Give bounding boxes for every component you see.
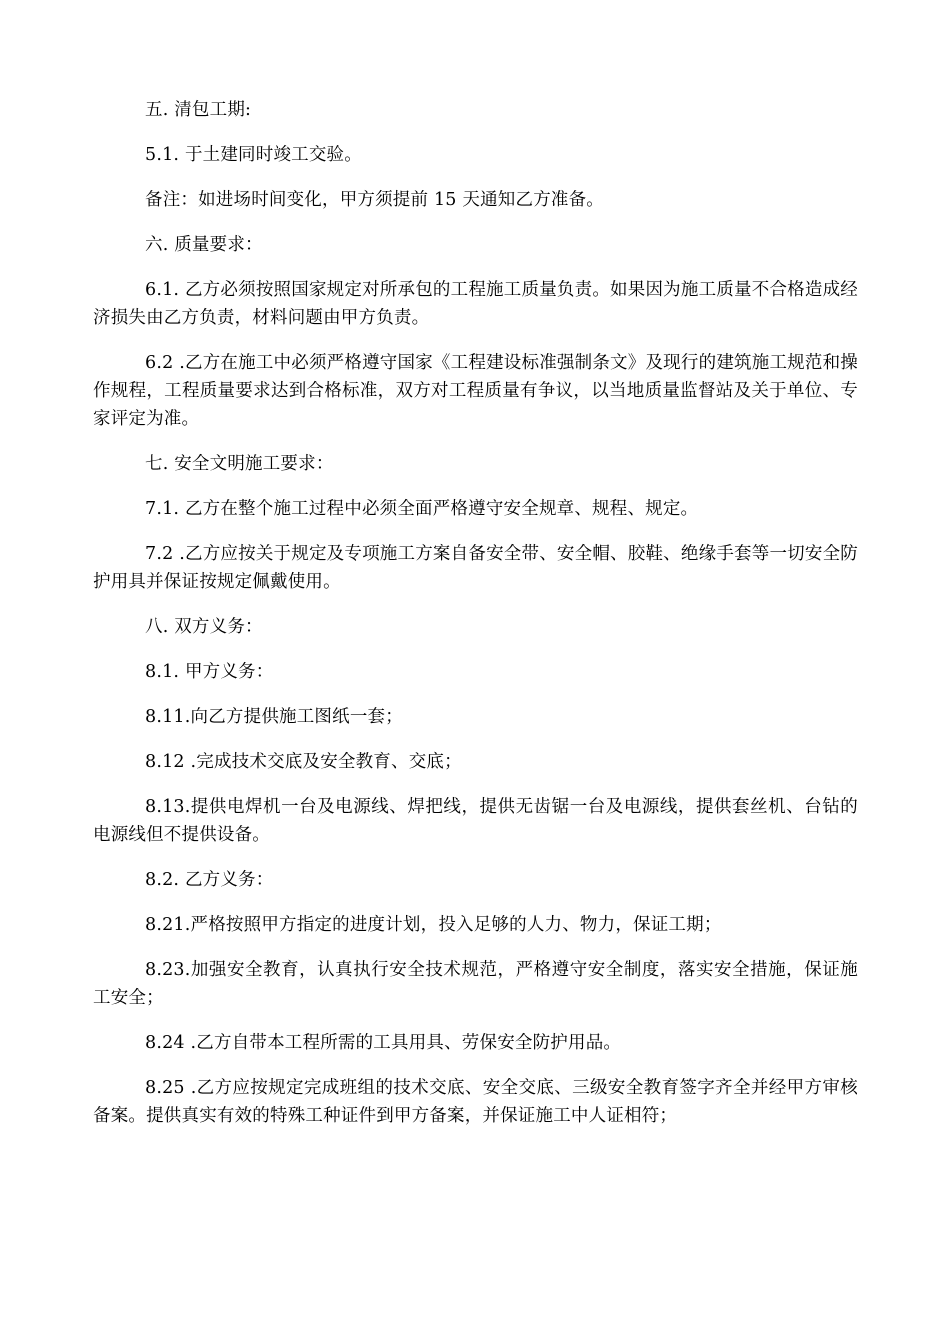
clause-8-11: 8.11.向乙方提供施工图纸一套； — [145, 707, 403, 727]
section-heading-safety: 七. 安全文明施工要求： — [145, 454, 334, 474]
clause-8-12: 8.12 .完成技术交底及安全教育、交底； — [145, 752, 462, 772]
clause-5-1: 5.1. 于土建同时竣工交验。 — [145, 145, 362, 165]
clause-6-1: 6.1. 乙方必须按照国家规定对所承包的工程施工质量负责。如果因为施工质量不合格造成经济损失由乙方负责，材料问题由甲方负责。 — [93, 280, 858, 328]
clause-8-24: 8.24 .乙方自带本工程所需的工具用具、劳保安全防护用品。 — [145, 1033, 622, 1053]
section-heading-obligations: 八. 双方义务： — [145, 617, 263, 637]
clause-8-2: 8.2. 乙方义务： — [145, 870, 274, 890]
clause-7-1: 7.1. 乙方在整个施工过程中必须全面严格遵守安全规章、规程、规定。 — [145, 499, 699, 519]
note-paragraph: 备注：如进场时间变化，甲方须提前 15 天通知乙方准备。 — [145, 190, 604, 210]
section-heading-schedule: 五. 清包工期: — [145, 100, 252, 120]
document-body — [93, 96, 858, 1147]
clause-7-2: 7.2 .乙方应按关于规定及专项施工方案自备安全带、安全帽、胶鞋、绝缘手套等一切安全防护用具并保证按规定佩戴使用。 — [93, 544, 858, 592]
section-heading-quality: 六. 质量要求： — [145, 235, 263, 255]
clause-8-25: 8.25 .乙方应按规定完成班组的技术交底、安全交底、三级安全教育签字齐全并经甲方审核备案。提供真实有效的特殊工种证件到甲方备案，并保证施工中人证相符； — [93, 1078, 858, 1126]
clause-8-23: 8.23.加强安全教育，认真执行安全技术规范，严格遵守安全制度，落实安全措施，保证施工安全； — [93, 960, 858, 1008]
clause-8-13: 8.13.提供电焊机一台及电源线、焊把线，提供无齿锯一台及电源线，提供套丝机、台钻的电源线但不提供设备。 — [93, 797, 858, 845]
clause-6-2: 6.2 .乙方在施工中必须严格遵守国家《工程建设标准强制条文》及现行的建筑施工规范和操作规程，工程质量要求达到合格标准，双方对工程质量有争议，以当地质量监督站及关于单位、专家评定为准。 — [93, 353, 858, 429]
clause-8-21: 8.21.严格按照甲方指定的进度计划，投入足够的人力、物力，保证工期； — [145, 915, 722, 935]
clause-8-1: 8.1. 甲方义务： — [145, 662, 274, 682]
